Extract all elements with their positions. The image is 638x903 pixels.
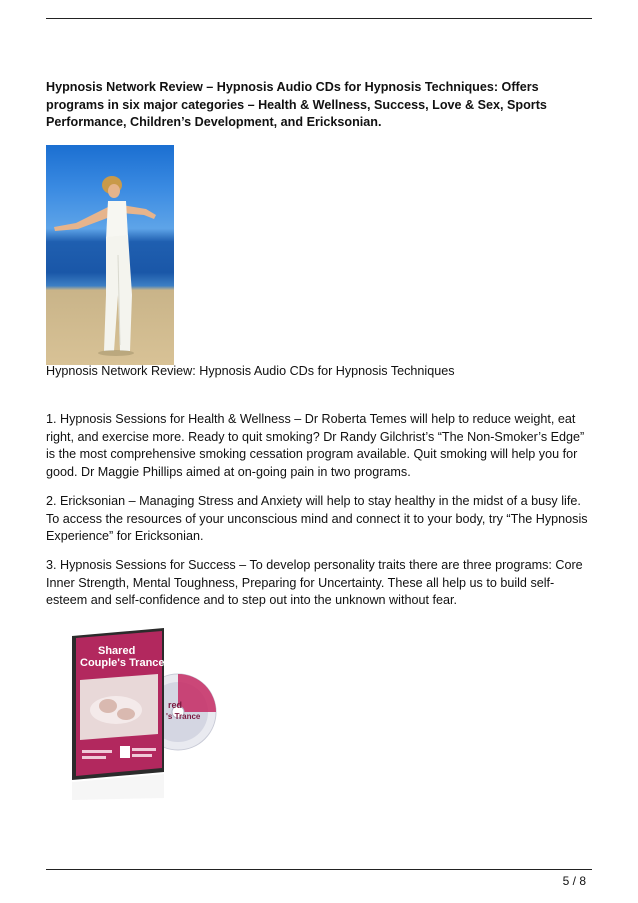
dvd-case-illustration — [66, 622, 236, 800]
dvd-product-image — [66, 622, 236, 800]
image-caption: Hypnosis Network Review: Hypnosis Audio CDs for Hypnosis Techniques — [46, 364, 455, 378]
beach-woman-photo — [46, 145, 174, 365]
disc-label-1: red — [168, 700, 183, 710]
paragraph-success: 3. Hypnosis Sessions for Success – To develop personality traits there are three programs: Core Inner Strength, Mental Toughness, Preparing for Uncertainty. These all help us to build self-esteem and self-confidence and to step out into the unknown without fear. — [46, 558, 583, 607]
page-number: 5 / 8 — [562, 874, 586, 888]
header-rule — [46, 18, 592, 19]
paragraph-ericksonian: 2. Ericksonian – Managing Stress and Anxiety will help to stay healthy in the midst of a busy life. To access the resources of your unconscious mind and connect it to your body, try “The Hypnosis Experience” for Ericksonian. — [46, 494, 588, 543]
woman-figure-illustration — [46, 145, 174, 365]
article-title: Hypnosis Network Review – Hypnosis Audio CDs for Hypnosis Techniques: Offers programs in six major categories – Health & Wellness, Success, Love & Sex, Sports Performance, Children’s Development, and Ericksonian. — [46, 80, 547, 129]
disc-label-2: 's Trance — [166, 712, 201, 721]
dvd-title-line1: Shared — [98, 645, 136, 657]
paragraph-health-wellness: 1. Hypnosis Sessions for Health & Wellness – Dr Roberta Temes will help to reduce weight, eat right, and exercise more. Ready to quit smoking? Dr Randy Gilchrist’s “The Non-Smoker’s Edge” is the most comprehensive smoking cessation program available. Quit smoking will help you for good. Dr Maggie Phillips aimed at on-going pain in two programs. — [46, 412, 585, 479]
footer-rule — [46, 869, 592, 870]
dvd-title-line2: Couple's Trance — [80, 657, 165, 669]
